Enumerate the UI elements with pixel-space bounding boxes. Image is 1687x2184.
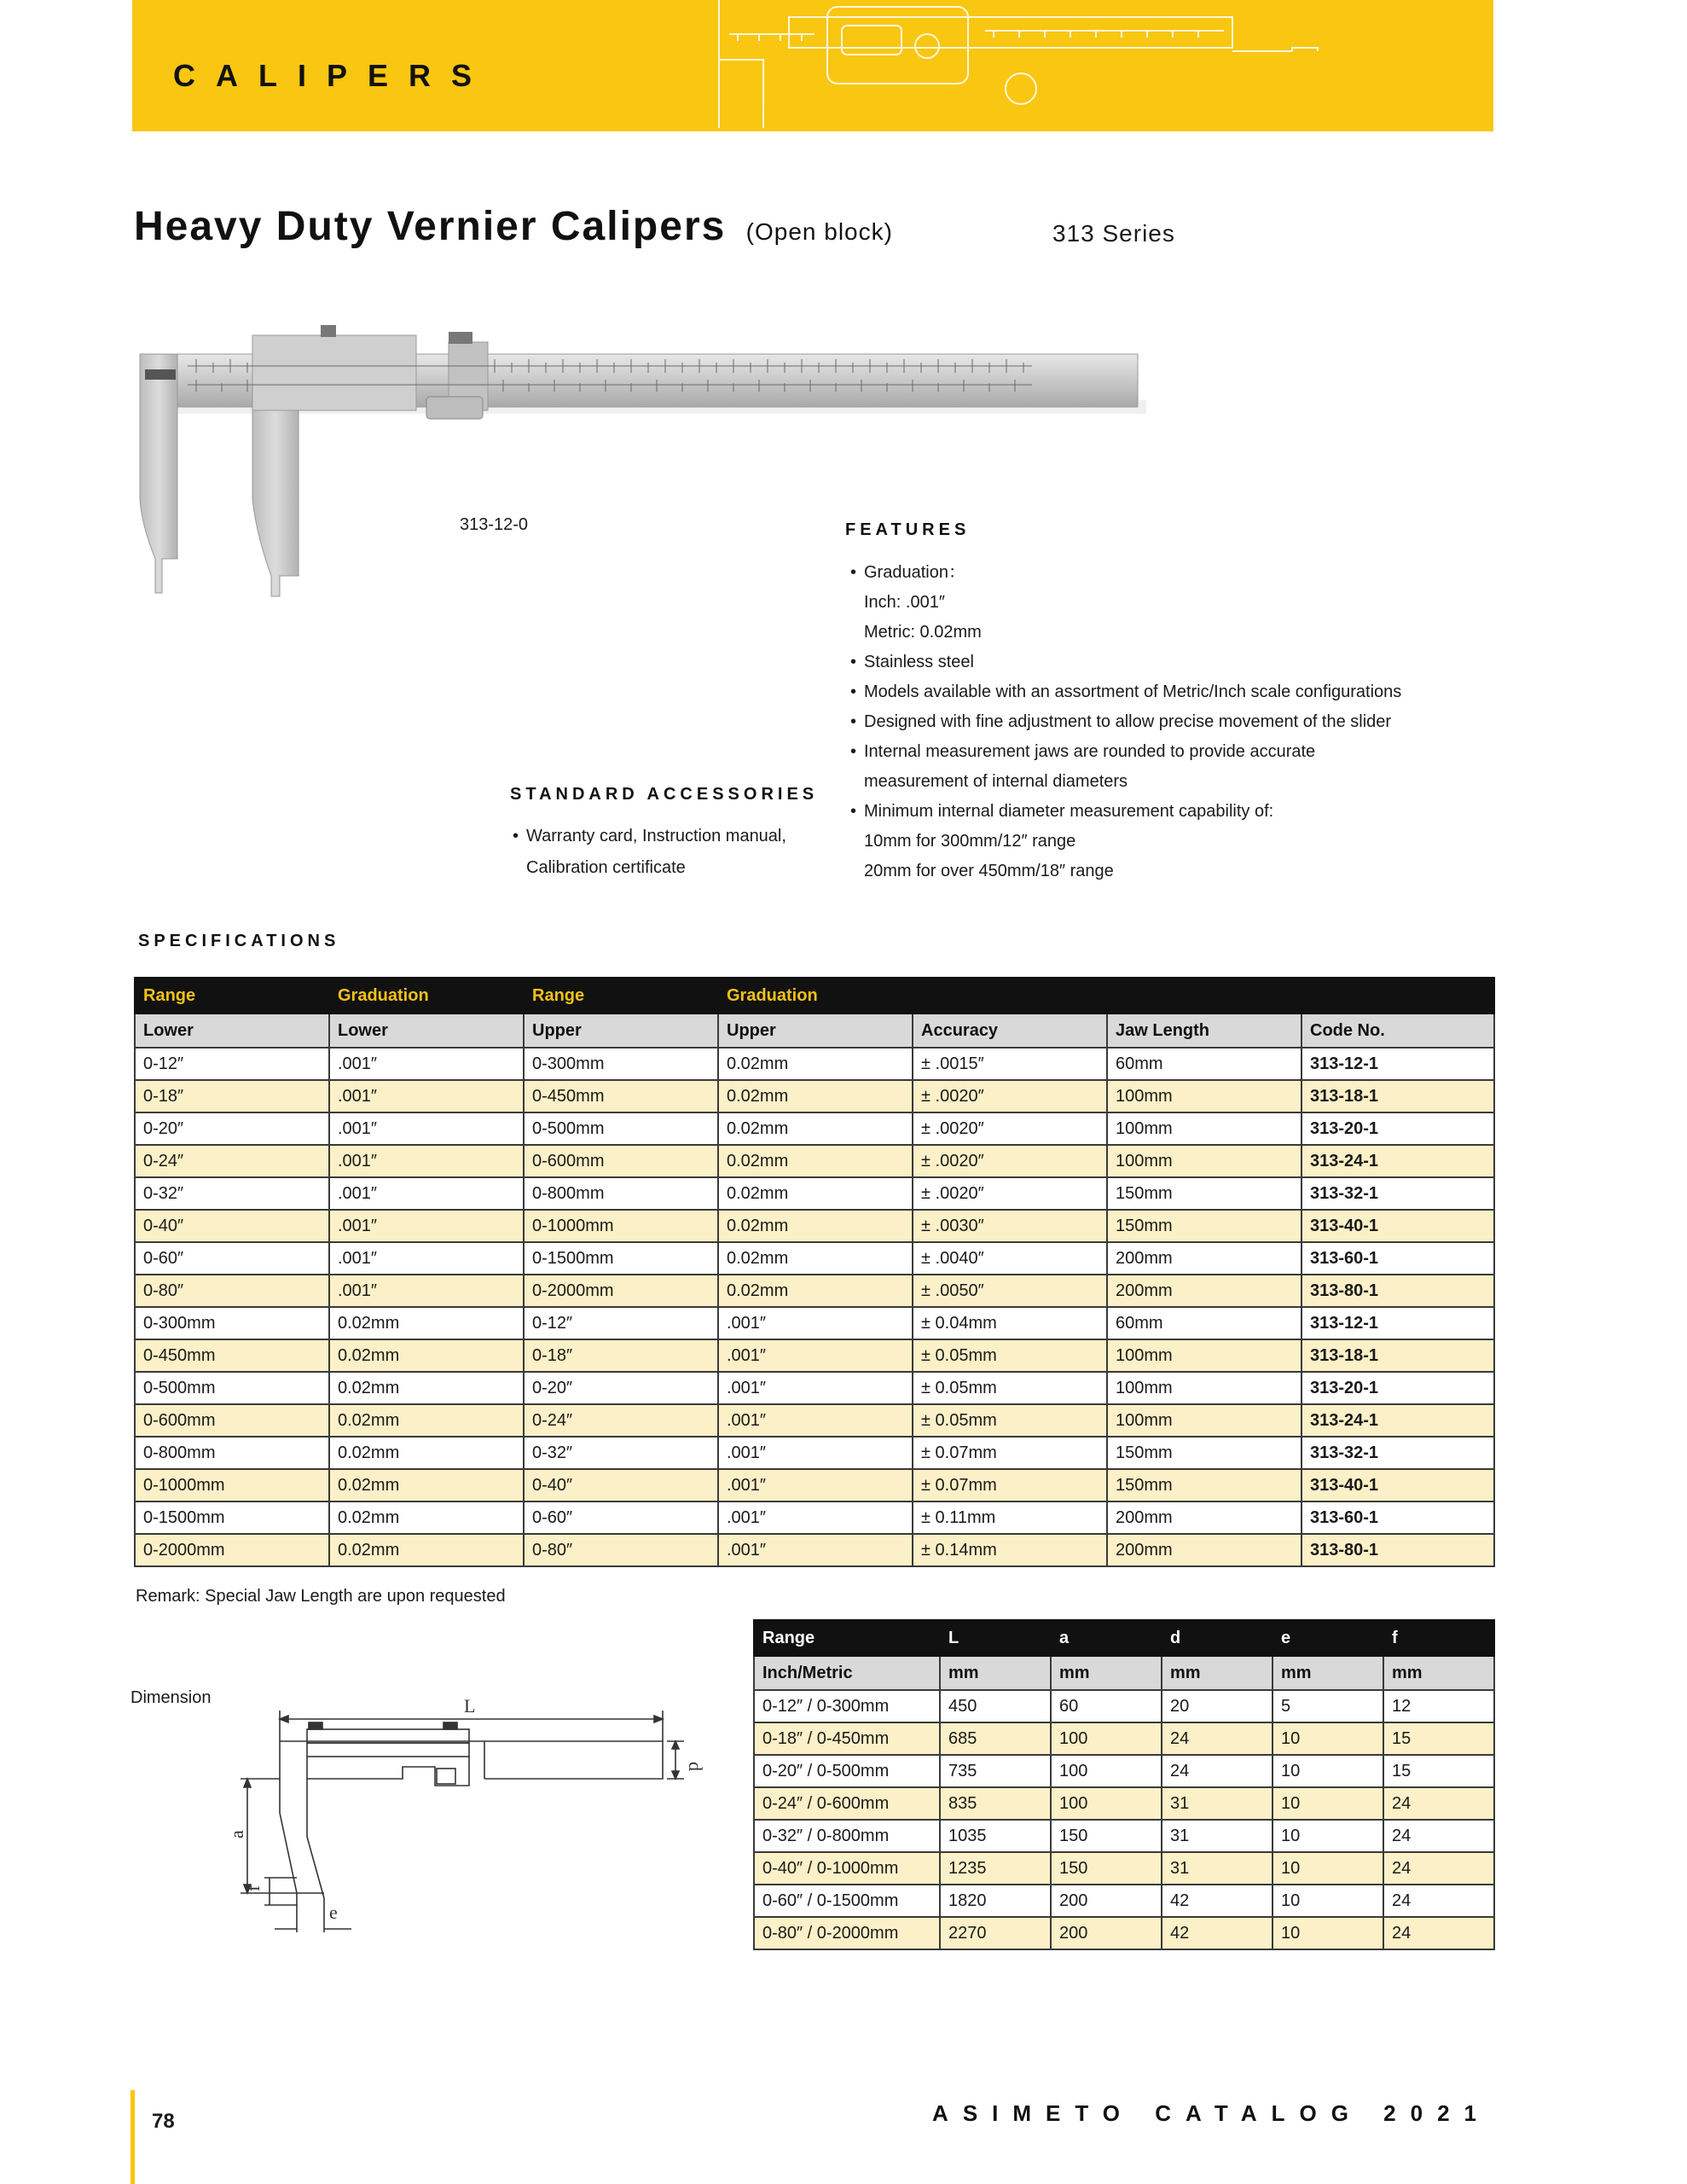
table-cell: 150mm (1107, 1437, 1301, 1469)
table-row (135, 1339, 1494, 1372)
bullet-icon: • (850, 653, 857, 671)
table-cell: 24 (1383, 1787, 1494, 1820)
table-cell: 24 (1383, 1852, 1494, 1885)
table-cell: 0-32″ (135, 1177, 329, 1210)
table-cell: 150mm (1107, 1177, 1301, 1210)
table-cell: 100 (1051, 1722, 1162, 1755)
section-title: CALIPERS (173, 58, 493, 93)
table-cell: 0-450mm (524, 1080, 718, 1112)
table-cell: 313-32-1 (1301, 1437, 1494, 1469)
spec-header-row-2 (135, 1014, 1494, 1048)
dim-header-row-1 (754, 1620, 1494, 1656)
table-cell: ± .0020″ (913, 1177, 1107, 1210)
dimension-table (753, 1619, 1495, 1950)
table-cell: 0.02mm (329, 1534, 524, 1566)
diagram-label-d: d (685, 1762, 706, 1771)
table-cell: 0-600mm (135, 1404, 329, 1437)
table-cell: 24 (1162, 1755, 1272, 1787)
dim-header-row-2 (754, 1656, 1494, 1690)
table-cell: 0-18″ / 0-450mm (754, 1722, 940, 1755)
table-cell: 0.02mm (329, 1372, 524, 1404)
table-row (754, 1787, 1494, 1820)
column-header: a (1051, 1620, 1162, 1656)
table-cell: 200mm (1107, 1502, 1301, 1534)
table-cell: 313-18-1 (1301, 1339, 1494, 1372)
catalog-title: ASIMETO CATALOG 2021 (932, 2100, 1491, 2126)
features-text: 10mm for 300mm/12″ range (864, 832, 1076, 851)
table-cell: 0-12″ / 0-300mm (754, 1690, 940, 1722)
table-cell: 0-450mm (135, 1339, 329, 1372)
table-cell: 0-800mm (524, 1177, 718, 1210)
table-row (135, 1048, 1494, 1080)
features-line (850, 588, 1401, 618)
column-header: mm (1383, 1656, 1494, 1690)
features-text: Models available with an assortment of Metric/Inch scale configurations (864, 682, 1402, 701)
table-cell: 10 (1272, 1852, 1383, 1885)
column-header: Inch/Metric (754, 1656, 940, 1690)
table-cell: 0-24″ (135, 1145, 329, 1177)
table-cell: 10 (1272, 1787, 1383, 1820)
table-cell: 0-18″ (524, 1339, 718, 1372)
table-cell: ± 0.04mm (913, 1307, 1107, 1339)
table-row (754, 1722, 1494, 1755)
image-caption: 313-12-0 (460, 515, 529, 534)
column-header: mm (1162, 1656, 1272, 1690)
table-cell: .001″ (329, 1177, 524, 1210)
bullet-icon: • (850, 712, 857, 731)
table-cell: 0.02mm (329, 1502, 524, 1534)
features-line (850, 857, 1401, 886)
table-row (754, 1755, 1494, 1787)
features-text: Internal measurement jaws are rounded to provide accurate (864, 742, 1316, 761)
column-header: L (940, 1620, 1051, 1656)
spec-header-row-1 (135, 978, 1494, 1014)
column-header: Lower (135, 1014, 329, 1048)
table-cell: 100mm (1107, 1339, 1301, 1372)
table-cell: 313-60-1 (1301, 1242, 1494, 1275)
diagram-label-f: f (242, 1885, 264, 1891)
features-text: Stainless steel (864, 653, 974, 671)
column-header: f (1383, 1620, 1494, 1656)
table-cell: 0-20″ (524, 1372, 718, 1404)
table-cell: 1820 (940, 1885, 1051, 1917)
table-cell: 0-40″ (135, 1210, 329, 1242)
accessories-heading: STANDARD ACCESSORIES (510, 785, 819, 804)
table-row (135, 1275, 1494, 1307)
table-cell: 0-24″ / 0-600mm (754, 1787, 940, 1820)
table-cell: 0-1000mm (135, 1469, 329, 1502)
table-cell: 0-60″ / 0-1500mm (754, 1885, 940, 1917)
column-header: Code No. (1301, 1014, 1494, 1048)
features-text: measurement of internal diameters (864, 772, 1128, 791)
table-cell: 0-300mm (524, 1048, 718, 1080)
table-cell: 0.02mm (718, 1242, 913, 1275)
diagram-label-e: e (329, 1902, 338, 1923)
table-cell: 100mm (1107, 1145, 1301, 1177)
table-row (754, 1852, 1494, 1885)
table-row (135, 1080, 1494, 1112)
diagram-label-a: a (226, 1830, 247, 1838)
table-cell: 313-24-1 (1301, 1404, 1494, 1437)
table-cell: ± 0.11mm (913, 1502, 1107, 1534)
page-number: 78 (152, 2110, 175, 2133)
table-cell: 0-60″ (135, 1242, 329, 1275)
table-cell: .001″ (718, 1404, 913, 1437)
table-cell: 42 (1162, 1917, 1272, 1949)
table-cell: 24 (1383, 1917, 1494, 1949)
table-cell: 0-20″ / 0-500mm (754, 1755, 940, 1787)
table-cell: 10 (1272, 1917, 1383, 1949)
table-cell: ± .0050″ (913, 1275, 1107, 1307)
table-row (754, 1917, 1494, 1949)
table-cell: 42 (1162, 1885, 1272, 1917)
table-cell: 0.02mm (329, 1437, 524, 1469)
table-cell: 313-40-1 (1301, 1469, 1494, 1502)
table-cell: 200mm (1107, 1242, 1301, 1275)
table-cell: 150 (1051, 1820, 1162, 1852)
column-header (1301, 978, 1494, 1014)
column-header: Accuracy (913, 1014, 1107, 1048)
table-cell: 100 (1051, 1755, 1162, 1787)
table-cell: 0.02mm (718, 1145, 913, 1177)
table-cell: 313-40-1 (1301, 1210, 1494, 1242)
table-cell: 450 (940, 1690, 1051, 1722)
table-cell: 0-300mm (135, 1307, 329, 1339)
features-line (850, 707, 1401, 737)
table-cell: ± .0015″ (913, 1048, 1107, 1080)
table-row (135, 1404, 1494, 1437)
table-cell: 0-12″ (524, 1307, 718, 1339)
features-text: Minimum internal diameter measurement capability of: (864, 802, 1274, 821)
features-text: Metric: 0.02mm (864, 623, 982, 642)
table-row (135, 1177, 1494, 1210)
table-cell: 0-80″ (135, 1275, 329, 1307)
table-row (754, 1690, 1494, 1722)
table-cell: 0-1000mm (524, 1210, 718, 1242)
table-cell: 313-20-1 (1301, 1112, 1494, 1145)
table-cell: 0.02mm (718, 1048, 913, 1080)
table-cell: 10 (1272, 1885, 1383, 1917)
table-cell: ± 0.07mm (913, 1469, 1107, 1502)
product-series: 313 Series (1052, 220, 1175, 247)
table-cell: 12 (1383, 1690, 1494, 1722)
table-cell: 24 (1162, 1722, 1272, 1755)
table-cell: 0-1500mm (135, 1502, 329, 1534)
table-row (754, 1820, 1494, 1852)
table-cell: 31 (1162, 1820, 1272, 1852)
column-header: e (1272, 1620, 1383, 1656)
table-row (754, 1885, 1494, 1917)
accessories-text: Warranty card, Instruction manual, (526, 827, 786, 845)
table-cell: 0-40″ / 0-1000mm (754, 1852, 940, 1885)
table-cell: .001″ (329, 1048, 524, 1080)
table-cell: .001″ (329, 1145, 524, 1177)
table-cell: 0.02mm (718, 1275, 913, 1307)
table-cell: 0-1500mm (524, 1242, 718, 1275)
table-cell: .001″ (329, 1242, 524, 1275)
table-cell: 10 (1272, 1820, 1383, 1852)
features-line (850, 737, 1401, 767)
table-cell: 200mm (1107, 1534, 1301, 1566)
table-row (135, 1112, 1494, 1145)
accessories-list (513, 821, 786, 884)
spec-table-body (135, 1048, 1494, 1566)
features-line (850, 618, 1401, 648)
table-row (135, 1242, 1494, 1275)
diagram-label-L: L (464, 1695, 476, 1716)
table-cell: 0-18″ (135, 1080, 329, 1112)
table-cell: .001″ (718, 1372, 913, 1404)
table-cell: 150mm (1107, 1210, 1301, 1242)
table-cell: ± 0.14mm (913, 1534, 1107, 1566)
table-cell: 1235 (940, 1852, 1051, 1885)
column-header: Range (754, 1620, 940, 1656)
table-cell: .001″ (718, 1534, 913, 1566)
table-cell: .001″ (329, 1210, 524, 1242)
table-cell: 0.02mm (718, 1080, 913, 1112)
table-cell: 0-500mm (135, 1372, 329, 1404)
table-cell: ± 0.07mm (913, 1437, 1107, 1469)
column-header: mm (1051, 1656, 1162, 1690)
table-cell: .001″ (329, 1080, 524, 1112)
features-text: Inch: .001″ (864, 593, 945, 612)
table-row (135, 1534, 1494, 1566)
table-cell: .001″ (329, 1275, 524, 1307)
accessories-text: Calibration certificate (526, 858, 686, 877)
features-line (850, 648, 1401, 677)
table-cell: 0-80″ (524, 1534, 718, 1566)
table-cell: 0-2000mm (524, 1275, 718, 1307)
bullet-icon: • (850, 742, 857, 761)
features-text: Graduation： (864, 563, 965, 582)
specifications-heading: SPECIFICATIONS (138, 932, 340, 950)
bullet-icon: • (850, 802, 857, 821)
column-header: Upper (524, 1014, 718, 1048)
spec-remark: Remark: Special Jaw Length are upon requested (136, 1587, 506, 1606)
table-cell: 313-32-1 (1301, 1177, 1494, 1210)
table-cell: 0.02mm (329, 1307, 524, 1339)
table-cell: 1035 (940, 1820, 1051, 1852)
column-header: Lower (329, 1014, 524, 1048)
table-cell: 0-32″ / 0-800mm (754, 1820, 940, 1852)
table-cell: 10 (1272, 1722, 1383, 1755)
column-header: mm (1272, 1656, 1383, 1690)
table-cell: ± 0.05mm (913, 1404, 1107, 1437)
table-row (135, 1307, 1494, 1339)
table-cell: .001″ (718, 1307, 913, 1339)
footer-accent-bar (130, 2090, 135, 2184)
table-cell: 313-60-1 (1301, 1502, 1494, 1534)
table-cell: 685 (940, 1722, 1051, 1755)
table-cell: ± .0020″ (913, 1145, 1107, 1177)
table-cell: 0-2000mm (135, 1534, 329, 1566)
table-cell: 313-18-1 (1301, 1080, 1494, 1112)
table-cell: .001″ (718, 1469, 913, 1502)
features-line (850, 797, 1401, 827)
table-cell: 15 (1383, 1722, 1494, 1755)
features-text: Designed with fine adjustment to allow precise movement of the slider (864, 712, 1392, 731)
table-cell: 0.02mm (718, 1177, 913, 1210)
table-cell: 0-600mm (524, 1145, 718, 1177)
table-cell: 0-32″ (524, 1437, 718, 1469)
bullet-icon: • (850, 682, 857, 701)
caliper-line-art (712, 0, 1463, 131)
table-row (135, 1372, 1494, 1404)
table-cell: 0-60″ (524, 1502, 718, 1534)
column-header: Jaw Length (1107, 1014, 1301, 1048)
table-cell: 313-12-1 (1301, 1048, 1494, 1080)
features-line (850, 827, 1401, 857)
table-cell: 24 (1383, 1885, 1494, 1917)
column-header: Range (135, 978, 329, 1014)
table-cell: ± .0020″ (913, 1080, 1107, 1112)
table-cell: 5 (1272, 1690, 1383, 1722)
table-cell: .001″ (329, 1112, 524, 1145)
bullet-icon: • (850, 563, 857, 582)
features-list (850, 558, 1401, 886)
bullet-icon: • (513, 827, 519, 845)
table-row (135, 1210, 1494, 1242)
table-cell: 20 (1162, 1690, 1272, 1722)
table-cell: 0.02mm (329, 1469, 524, 1502)
table-cell: 313-80-1 (1301, 1534, 1494, 1566)
table-cell: 0-12″ (135, 1048, 329, 1080)
table-row (135, 1145, 1494, 1177)
features-line (850, 767, 1401, 797)
column-header: Graduation (718, 978, 913, 1014)
column-header: d (1162, 1620, 1272, 1656)
product-title: Heavy Duty Vernier Calipers (134, 204, 727, 249)
column-header (913, 978, 1107, 1014)
table-cell: 735 (940, 1755, 1051, 1787)
product-subtitle: (Open block) (745, 218, 893, 245)
table-cell: .001″ (718, 1437, 913, 1469)
header-banner (132, 0, 1493, 131)
table-cell: 0-40″ (524, 1469, 718, 1502)
table-cell: 835 (940, 1787, 1051, 1820)
specifications-table (134, 977, 1495, 1567)
table-row (135, 1469, 1494, 1502)
table-cell: 0-800mm (135, 1437, 329, 1469)
table-cell: 60mm (1107, 1048, 1301, 1080)
column-header (1107, 978, 1301, 1014)
table-cell: 0-80″ / 0-2000mm (754, 1917, 940, 1949)
table-cell: 200mm (1107, 1275, 1301, 1307)
table-cell: 150mm (1107, 1469, 1301, 1502)
dimension-diagram (223, 1693, 706, 1932)
table-cell: 0.02mm (718, 1112, 913, 1145)
features-heading: FEATURES (845, 520, 971, 539)
table-cell: 0-20″ (135, 1112, 329, 1145)
table-cell: ± .0040″ (913, 1242, 1107, 1275)
table-cell: ± 0.05mm (913, 1339, 1107, 1372)
table-cell: ± .0030″ (913, 1210, 1107, 1242)
table-cell: .001″ (718, 1339, 913, 1372)
table-cell: 10 (1272, 1755, 1383, 1787)
table-row (135, 1502, 1494, 1534)
table-cell: 31 (1162, 1787, 1272, 1820)
column-header: Range (524, 978, 718, 1014)
table-cell: ± .0020″ (913, 1112, 1107, 1145)
table-row (135, 1437, 1494, 1469)
column-header: Graduation (329, 978, 524, 1014)
table-cell: .001″ (718, 1502, 913, 1534)
dim-table-body (754, 1690, 1494, 1949)
table-cell: 60mm (1107, 1307, 1301, 1339)
table-cell: 2270 (940, 1917, 1051, 1949)
column-header: mm (940, 1656, 1051, 1690)
table-cell: 100mm (1107, 1372, 1301, 1404)
table-cell: 60 (1051, 1690, 1162, 1722)
table-cell: ± 0.05mm (913, 1372, 1107, 1404)
table-cell: 0.02mm (718, 1210, 913, 1242)
page-title (134, 203, 893, 250)
features-line (850, 558, 1401, 588)
accessories-line (513, 852, 786, 884)
table-cell: 0.02mm (329, 1404, 524, 1437)
table-cell: 31 (1162, 1852, 1272, 1885)
table-cell: 200 (1051, 1885, 1162, 1917)
dimension-label: Dimension (130, 1688, 212, 1707)
table-cell: 313-80-1 (1301, 1275, 1494, 1307)
table-cell: 0-500mm (524, 1112, 718, 1145)
features-line (850, 677, 1401, 707)
features-text: 20mm for over 450mm/18″ range (864, 862, 1114, 880)
accessories-line (513, 821, 786, 852)
table-cell: 100mm (1107, 1112, 1301, 1145)
table-cell: 200 (1051, 1917, 1162, 1949)
table-cell: 15 (1383, 1755, 1494, 1787)
table-cell: 150 (1051, 1852, 1162, 1885)
table-cell: 100mm (1107, 1080, 1301, 1112)
table-cell: 100mm (1107, 1404, 1301, 1437)
table-cell: 313-20-1 (1301, 1372, 1494, 1404)
table-cell: 24 (1383, 1820, 1494, 1852)
table-cell: 0-24″ (524, 1404, 718, 1437)
table-cell: 313-12-1 (1301, 1307, 1494, 1339)
table-cell: 100 (1051, 1787, 1162, 1820)
table-cell: 0.02mm (329, 1339, 524, 1372)
table-cell: 313-24-1 (1301, 1145, 1494, 1177)
column-header: Upper (718, 1014, 913, 1048)
